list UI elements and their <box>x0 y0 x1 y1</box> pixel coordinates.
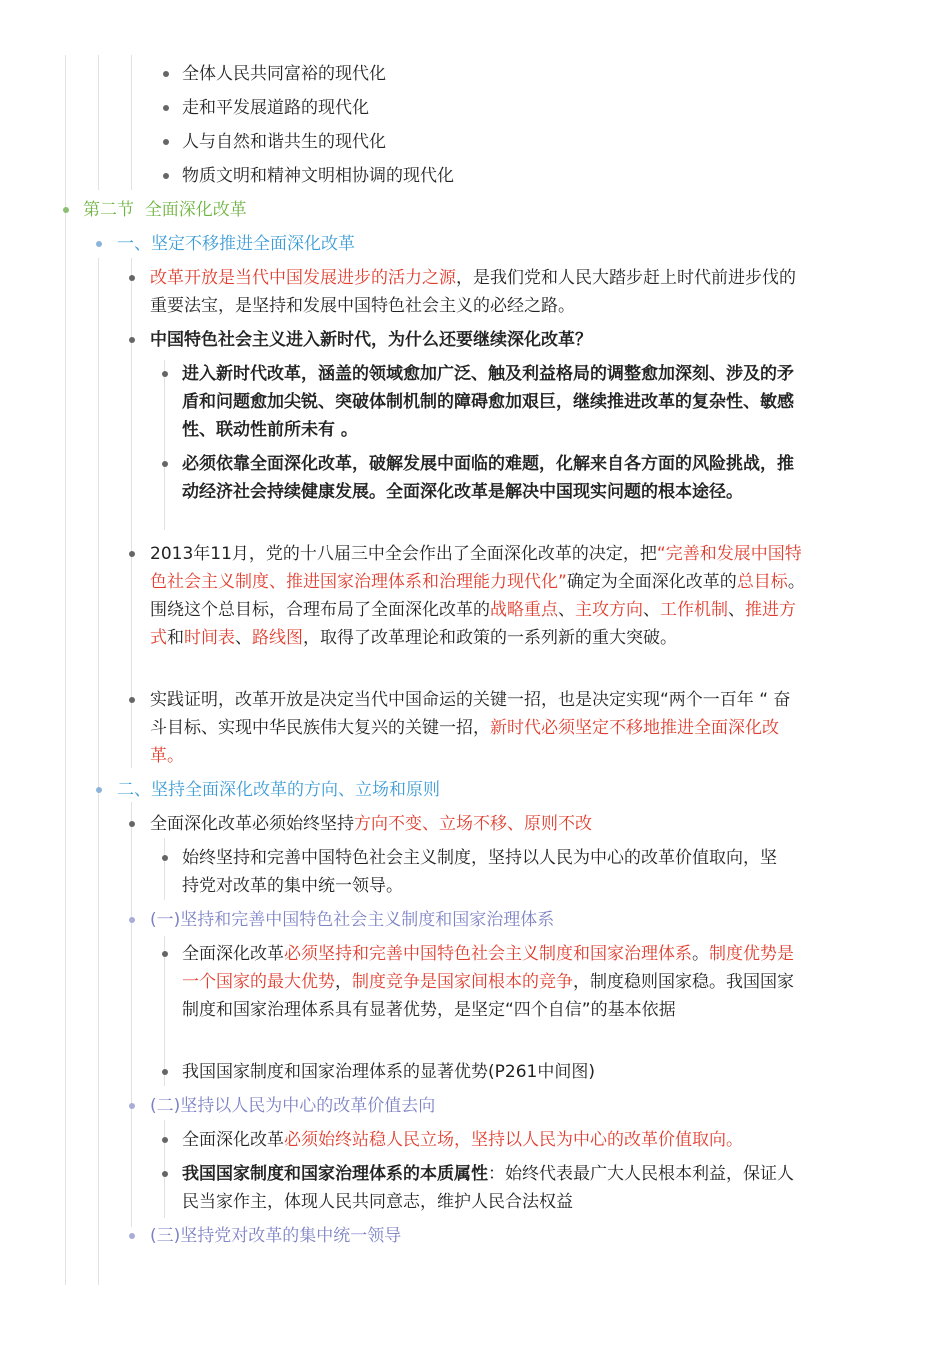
bullet-icon <box>162 855 168 861</box>
paragraph <box>150 540 805 652</box>
bullet-icon <box>162 1069 168 1075</box>
tree-guide-line <box>131 802 132 1227</box>
bullet-icon <box>162 951 168 957</box>
paragraph <box>150 686 805 770</box>
highlight-text: 新时代必须坚定不移地推进全面深化改革。 <box>150 718 779 766</box>
paragraph: 始终坚持和完善中国特色社会主义制度，坚持以人民为中心的改革价值取向，坚持党对改革的集中统一领导。 <box>182 848 777 896</box>
highlight-text: 改革开放是当代中国发展进步的活力之源 <box>150 268 456 288</box>
bullet-icon <box>129 1233 135 1239</box>
bullet-icon <box>163 139 169 145</box>
section-heading[interactable] <box>83 196 247 224</box>
body-text: 全面深化改革 <box>182 1130 284 1150</box>
bullet-icon <box>162 1171 168 1177</box>
highlight-text: 路线图 <box>252 628 303 648</box>
highlight-text: 制度竞争是国家间根本的竞争 <box>352 972 573 992</box>
paragraph <box>182 1126 743 1154</box>
highlight-text: 主攻方向 <box>575 600 643 620</box>
body-text: ，是我们党和人民大踏步赶上时代前进步伐的重要法宝，是坚持和发展中国特色社会主义的必经之路。 <box>150 268 796 316</box>
body-text: 、 <box>728 600 745 620</box>
tree-guide-line <box>131 55 132 190</box>
body-text: ， <box>335 972 352 992</box>
body-text: ，取得了改革理论和政策的一系列新的重大突破。 <box>303 628 677 648</box>
body-text: 、 <box>643 600 660 620</box>
question-text: 中国特色社会主义进入新时代，为什么还要继续深化改革？ <box>150 330 592 350</box>
paragraph <box>182 1160 797 1216</box>
body-text: 。 <box>692 944 709 964</box>
section-label: 第二节 <box>83 200 134 220</box>
tree-guide-line <box>164 360 165 530</box>
bullet-icon <box>96 241 102 247</box>
bullet-icon <box>129 551 135 557</box>
paragraph <box>150 264 805 320</box>
bullet-icon <box>129 337 135 343</box>
sub-heading[interactable]: (三)坚持党对改革的集中统一领导 <box>150 1226 402 1246</box>
body-text: 实践证明，改革开放是决定当代中国命运的关键一招，也是决定实现“两个一百年 “ 奋斗目标、实现中华民族伟大复兴的关键一招， <box>150 690 791 738</box>
paragraph <box>182 940 802 1024</box>
tree-guide-line <box>65 55 66 1285</box>
tree-guide-line <box>98 55 99 190</box>
part-heading[interactable]: 一、坚定不移推进全面深化改革 <box>117 234 355 254</box>
tree-guide-line <box>98 258 99 1285</box>
answer-text: 必须依靠全面深化改革，破解发展中面临的难题，化解来自各方面的风险挑战，推动经济社会持续健康发展。全面深化改革是解决中国现实问题的根本途径。 <box>182 454 794 502</box>
body-text: ：始终代表最广大人民根本利益，保证人民当家作主，体现人民共同意志，维护人民合法权益 <box>182 1164 794 1212</box>
body-text: ，制度稳则国家稳。我国国家制度和国家治理体系具有显著优势，是坚定“四个自信”的基本依据 <box>182 972 794 1020</box>
tree-guide-line <box>164 1120 165 1218</box>
highlight-text: 必须始终站稳人民立场，坚持以人民为中心的改革价值取向。 <box>284 1130 743 1150</box>
list-item: 我国国家制度和国家治理体系的显著优势(P261中间图) <box>182 1062 595 1082</box>
bullet-icon <box>129 275 135 281</box>
highlight-text: 战略重点 <box>490 600 558 620</box>
sub-heading[interactable]: (二)坚持以人民为中心的改革价值去向 <box>150 1096 436 1116</box>
body-text: 确定为全面深化改革的 <box>566 572 737 592</box>
bullet-icon <box>63 207 69 213</box>
highlight-text: 必须坚持和完善中国特色社会主义制度和国家治理体系 <box>284 944 692 964</box>
list-item: 走和平发展道路的现代化 <box>182 98 369 118</box>
answer-text: 进入新时代改革，涵盖的领域愈加广泛、触及利益格局的调整愈加深刻、涉及的矛盾和问题愈加尖锐、突破体制机制的障碍愈加艰巨，继续推进改革的复杂性、敏感性、联动性前所未有 。 <box>182 364 794 440</box>
highlight-text: 工作机制 <box>660 600 728 620</box>
bullet-icon <box>96 787 102 793</box>
bullet-icon <box>129 917 135 923</box>
paragraph <box>150 810 592 838</box>
body-text: 全面深化改革必须始终坚持 <box>150 814 354 834</box>
body-text: 。围绕这个总目标，合理布局了全面深化改革的 <box>150 572 805 620</box>
tree-guide-line <box>164 936 165 1086</box>
bullet-icon <box>129 821 135 827</box>
bullet-icon <box>162 371 168 377</box>
tree-guide-line <box>131 258 132 768</box>
part-heading[interactable]: 二、坚持全面深化改革的方向、立场和原则 <box>117 780 440 800</box>
highlight-text: 推进方式 <box>150 600 796 648</box>
bullet-icon <box>162 1137 168 1143</box>
tree-guide-line <box>164 838 165 900</box>
body-text: 全面深化改革 <box>182 944 284 964</box>
bold-text: 我国国家制度和国家治理体系的本质属性 <box>182 1164 488 1184</box>
section-title: 全面深化改革 <box>144 200 247 220</box>
highlight-text: 制度优势是一个国家的最大优势 <box>182 944 794 992</box>
bullet-icon <box>129 1103 135 1109</box>
bullet-icon <box>163 173 169 179</box>
highlight-text: 总目标 <box>736 572 788 592</box>
bullet-icon <box>163 71 169 77</box>
bullet-icon <box>129 697 135 703</box>
body-text: 2013年11月，党的十八届三中全会作出了全面深化改革的决定，把 <box>150 544 657 564</box>
body-text: 、 <box>558 600 575 620</box>
list-item: 人与自然和谐共生的现代化 <box>182 132 386 152</box>
list-item: 物质文明和精神文明相协调的现代化 <box>182 166 454 186</box>
sub-heading[interactable]: (一)坚持和完善中国特色社会主义制度和国家治理体系 <box>150 910 555 930</box>
body-text: 和 <box>167 628 184 648</box>
bullet-icon <box>162 461 168 467</box>
list-item: 全体人民共同富裕的现代化 <box>182 64 386 84</box>
highlight-text: 时间表 <box>184 628 235 648</box>
highlight-text: “完善和发展中国特色社会主义制度、推进国家治理体系和治理能力现代化” <box>150 544 802 592</box>
body-text: 、 <box>235 628 252 648</box>
bullet-icon <box>163 105 169 111</box>
highlight-text: 方向不变、立场不移、原则不改 <box>354 814 592 834</box>
